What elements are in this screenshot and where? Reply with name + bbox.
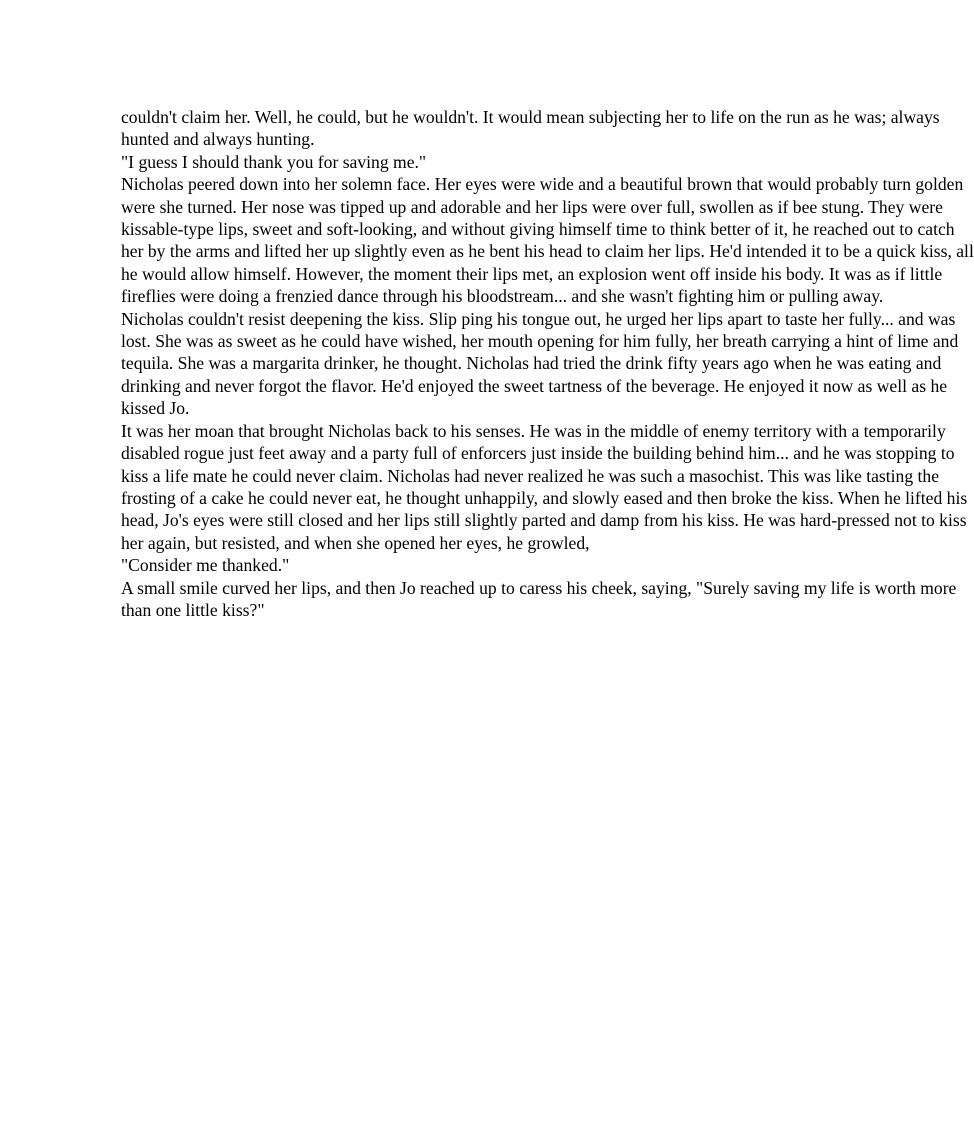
body-text [121,106,974,621]
text-line: fireflies were doing a frenzied dance through his bloodstream... and she wasn't fighting him or pulling away. [121,286,884,307]
text-line: kissed Jo. [121,398,190,419]
text-line: A small smile curved her lips, and then Jo reached up to caress his cheek, saying, "Surely saving my life is worth more [121,577,957,598]
text-line: drinking and never forgot the flavor. He'd enjoyed the sweet tartness of the beverage. He enjoyed it now as well as he [121,375,948,396]
text-line: head, Jo's eyes were still closed and her lips still slightly parted and damp from his kiss. He was hard-pressed not to kiss [121,510,967,531]
text-line: than one little kiss?" [121,599,265,620]
text-line: were she turned. Her nose was tipped up and adorable and her lips were over full, swollen as if bee stung. They were [121,196,943,217]
text-line: hunted and always hunting. [121,129,315,150]
text-line: "I guess I should thank you for saving me." [121,151,427,172]
text-line: frosting of a cake he could never eat, he thought unhappily, and slowly eased and then broke the kiss. When he lifted his [121,487,968,508]
text-line: he would allow himself. However, the moment their lips met, an explosion went off inside his body. It was as if little [121,263,943,284]
text-line: disabled rogue just feet away and a party full of enforcers just inside the building behind him... and he was stopping to [121,443,955,464]
text-line: It was her moan that brought Nicholas back to his senses. He was in the middle of enemy territory with a temporarily [121,420,946,441]
text-line: her again, but resisted, and when she opened her eyes, he growled, [121,532,590,553]
text-line: kiss a life mate he could never claim. Nicholas had never realized he was such a masochist. This was like tasting the [121,465,940,486]
text-line: Nicholas peered down into her solemn face. Her eyes were wide and a beautiful brown that would probably turn golden [121,174,964,195]
text-line: Nicholas couldn't resist deepening the kiss. Slip ping his tongue out, he urged her lips apart to taste her fully... and was [121,308,956,329]
text-line: lost. She was as sweet as he could have wished, her mouth opening for him fully, her breath carrying a hint of lime and [121,331,959,352]
text-line: tequila. She was a margarita drinker, he thought. Nicholas had tried the drink fifty years ago when he was eating and [121,353,942,374]
text-line: kissable-type lips, sweet and soft-looking, and without giving himself time to think better of it, he reached out to catch [121,219,955,240]
text-line: "Consider me thanked." [121,555,290,576]
text-line: couldn't claim her. Well, he could, but he wouldn't. It would mean subjecting her to life on the run as he was; always [121,107,940,127]
text-line: her by the arms and lifted her up slightly even as he bent his head to claim her lips. He'd intended it to be a quick kiss, all [121,241,974,262]
